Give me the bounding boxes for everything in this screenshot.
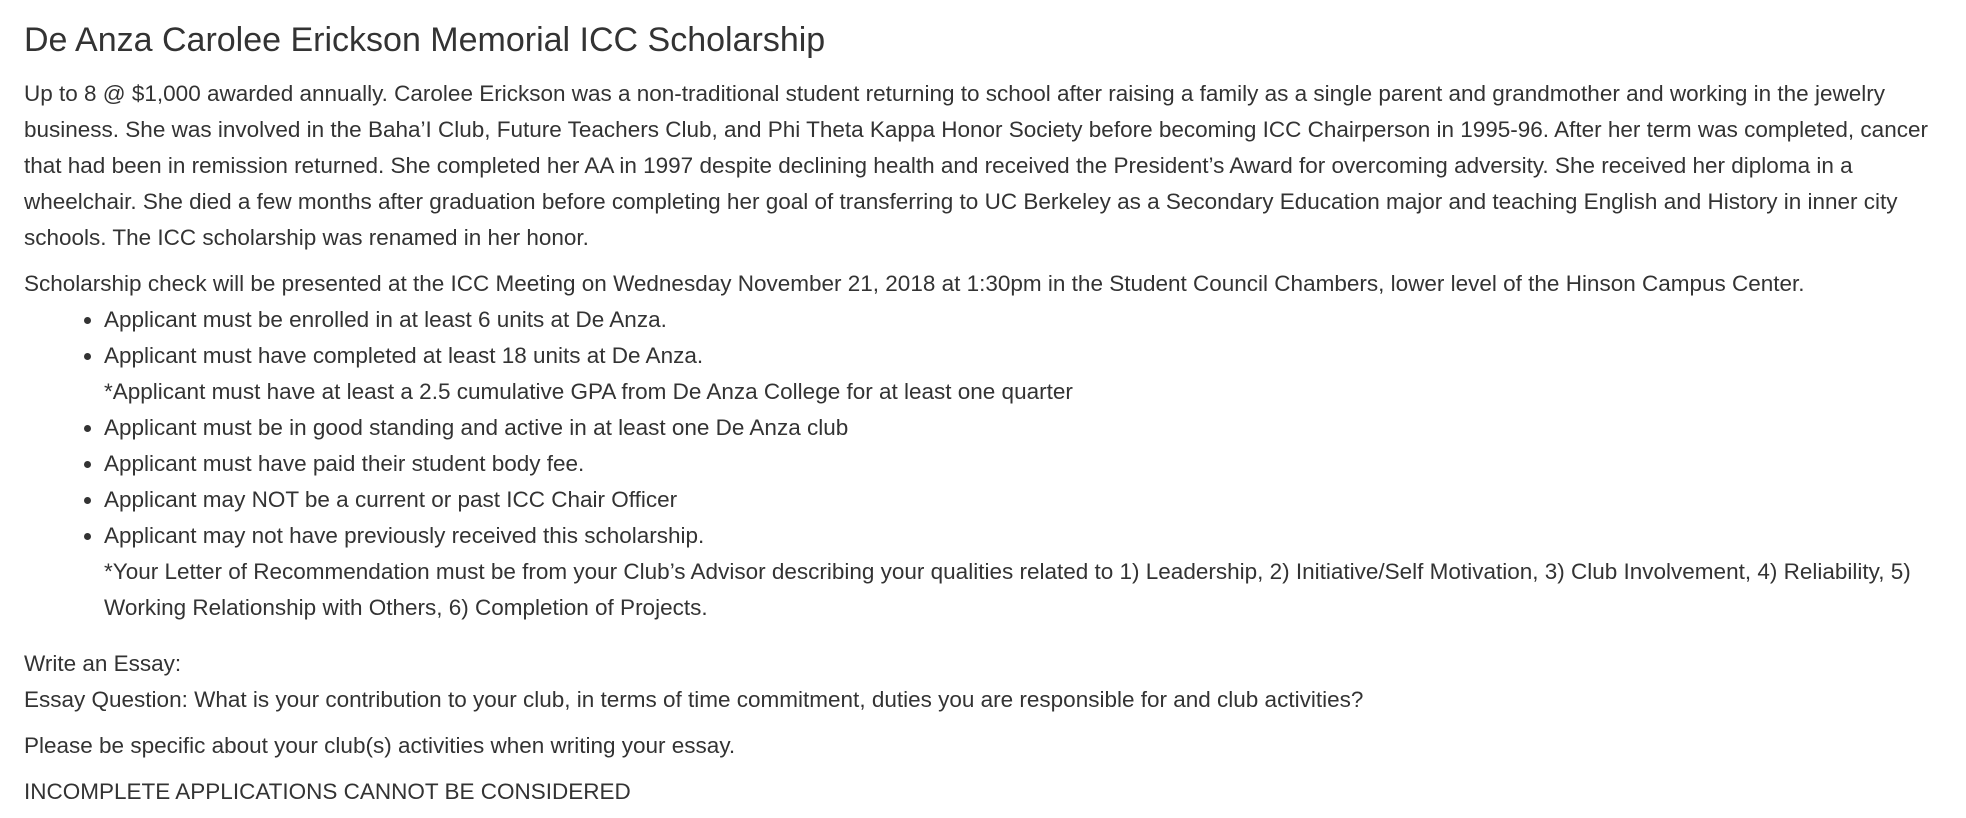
requirement-text: Applicant may not have previously received this scholarship. [104,523,705,548]
essay-section [24,646,1942,718]
essay-instruction: Please be specific about your club(s) activities when writing your essay. [24,733,736,758]
requirement-text: Applicant must be in good standing and active in at least one De Anza club [104,415,849,440]
requirement-item [104,446,1942,482]
requirement-item [104,410,1942,446]
recommendation-note: *Your Letter of Recommendation must be from your Club’s Advisor describing your qualities related to 1) Leadership, 2) Initiative/Self Motivation, 3) Club Involvement, 4) Reliability, 5) Working Relationship with Others, 6) Completion of Projects. [104,559,1911,620]
requirements-list [24,302,1942,626]
essay-label: Write an Essay: [24,651,182,676]
requirement-text: Applicant may NOT be a current or past ICC Chair Officer [104,487,678,512]
requirement-text: Applicant must have paid their student body fee. [104,451,585,476]
scholarship-description: Up to 8 @ $1,000 awarded annually. Carolee Erickson was a non-traditional student returning to school after raising a family as a single parent and grandmother and working in the jewelry business. She was involved in the Baha’I Club, Future Teachers Club, and Phi Theta Kappa Honor Society before becoming ICC Chairperson in 1995-96. After her term was completed, cancer that had been in remission returned. She completed her AA in 1997 despite declining health and received the President’s Award for overcoming adversity. She received her diploma in a wheelchair. She died a few months after graduation before completing her goal of transferring to UC Berkeley as a Secondary Education major and teaching English and History in inner city schools. The ICC scholarship was renamed in her honor. [24,81,1928,250]
essay-question: Essay Question: What is your contribution to your club, in terms of time commitment, duties you are responsible for and club activities? [24,687,1364,712]
requirement-item [104,302,1942,338]
requirement-item [104,518,1942,626]
incomplete-notice: INCOMPLETE APPLICATIONS CANNOT BE CONSIDERED [24,779,631,804]
gpa-note: *Applicant must have at least a 2.5 cumulative GPA from De Anza College for at least one quarter [104,379,1073,404]
requirement-text: Applicant must have completed at least 18 units at De Anza. [104,343,704,368]
page-title: De Anza Carolee Erickson Memorial ICC Scholarship [24,21,826,59]
presentation-info: Scholarship check will be presented at the ICC Meeting on Wednesday November 21, 2018 at 1:30pm in the Student Council Chambers, lower level of the Hinson Campus Center. [24,271,1805,296]
requirement-item [104,338,1942,410]
requirement-item [104,482,1942,518]
requirement-text: Applicant must be enrolled in at least 6 units at De Anza. [104,307,667,332]
